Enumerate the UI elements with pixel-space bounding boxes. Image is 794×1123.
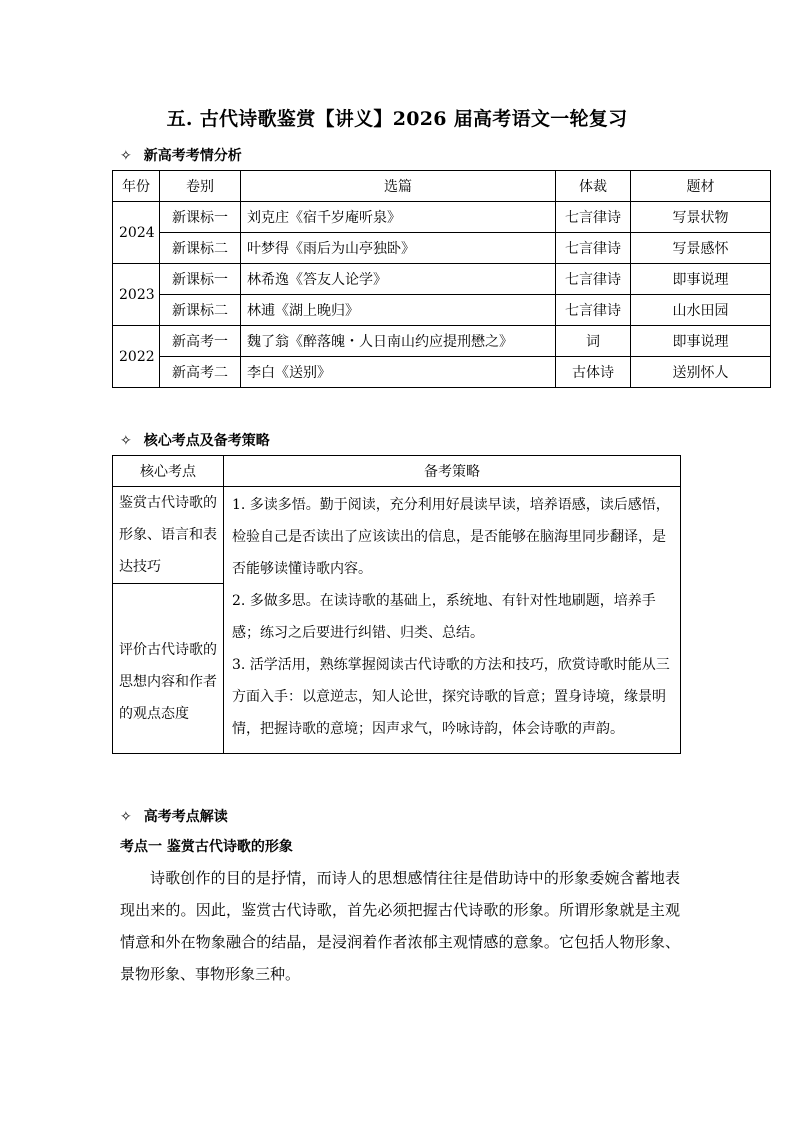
exam-analysis-table xyxy=(112,170,771,388)
paper-cell: 新课标一 xyxy=(160,264,241,295)
section-heading-text: 新高考考情分析 xyxy=(143,148,242,164)
table-row xyxy=(113,326,771,357)
section-heading-text: 高考考点解读 xyxy=(143,809,228,825)
genre-cell: 七言律诗 xyxy=(556,264,631,295)
genre-cell: 古体诗 xyxy=(556,357,631,388)
section-heading-text: 核心考点及备考策略 xyxy=(143,433,270,449)
section-heading-exam-analysis xyxy=(120,145,242,165)
theme-cell: 即事说理 xyxy=(631,326,771,357)
selection-cell: 刘克庄《宿千岁庵听泉》 xyxy=(241,202,556,233)
theme-cell: 送别怀人 xyxy=(631,357,771,388)
header-theme: 题材 xyxy=(631,171,771,202)
header-genre: 体裁 xyxy=(556,171,631,202)
table-row xyxy=(113,487,681,584)
paper-cell: 新课标二 xyxy=(160,295,241,326)
body-paragraph: 诗歌创作的目的是抒情，而诗人的思想感情往往是借助诗中的形象委婉含蓄地表现出来的。因此，鉴赏古代诗歌，首先必须把握古代诗歌的形象。所谓形象就是主观情意和外在物象融合的结晶，是浸润着作者浓郁主观情感的意象。它包括人物形象、景物形象、事物形象三种。 xyxy=(120,869,680,983)
strategy-item: 1. 多读多悟。勤于阅读，充分利用好晨读早读，培养语感，读后感悟，检验自己是否读出了应该读出的信息，是否能够在脑海里同步翻译，是否能够读懂诗歌内容。 xyxy=(232,497,670,577)
theme-cell: 即事说理 xyxy=(631,264,771,295)
selection-cell: 魏了翁《醉落魄・人日南山约应提刑懋之》 xyxy=(241,326,556,357)
header-strategy: 备考策略 xyxy=(224,456,681,487)
diamond-bullet-icon: ✧ xyxy=(120,809,132,825)
header-selection: 选篇 xyxy=(241,171,556,202)
table-header-row xyxy=(113,171,771,202)
header-core-point: 核心考点 xyxy=(113,456,224,487)
diamond-bullet-icon: ✧ xyxy=(120,433,132,449)
genre-cell: 七言律诗 xyxy=(556,295,631,326)
header-year: 年份 xyxy=(113,171,160,202)
page-title: 五. 古代诗歌鉴赏【讲义】2026 届高考语文一轮复习 xyxy=(166,108,628,130)
paper-cell: 新课标一 xyxy=(160,202,241,233)
table-header-row xyxy=(113,456,681,487)
strategy-cell xyxy=(224,487,681,754)
table-row xyxy=(113,295,771,326)
year-cell: 2024 xyxy=(113,202,160,264)
table-row xyxy=(113,233,771,264)
core-points-table xyxy=(112,455,681,754)
selection-cell: 李白《送别》 xyxy=(241,357,556,388)
core-point-cell: 鉴赏古代诗歌的形象、语言和表达技巧 xyxy=(113,487,224,584)
section-heading-core-points xyxy=(120,430,270,450)
theme-cell: 山水田园 xyxy=(631,295,771,326)
core-point-cell: 评价古代诗歌的思想内容和作者的观点态度 xyxy=(113,584,224,754)
strategy-item: 2. 多做多思。在读诗歌的基础上，系统地、有针对性地刷题，培养手感；练习之后要进行纠错、归类、总结。 xyxy=(232,593,656,641)
year-cell: 2023 xyxy=(113,264,160,326)
genre-cell: 词 xyxy=(556,326,631,357)
year-cell: 2022 xyxy=(113,326,160,388)
selection-cell: 叶梦得《雨后为山亭独卧》 xyxy=(241,233,556,264)
strategy-item: 3. 活学活用，熟练掌握阅读古代诗歌的方法和技巧，欣赏诗歌时能从三方面入手：以意逆志，知人论世，探究诗歌的旨意；置身诗境，缘景明情，把握诗歌的意境；因声求气，吟咏诗韵，体会诗歌的声韵。 xyxy=(232,657,670,737)
genre-cell: 七言律诗 xyxy=(556,202,631,233)
paper-cell: 新课标二 xyxy=(160,233,241,264)
selection-cell: 林逋《湖上晚归》 xyxy=(241,295,556,326)
header-paper: 卷别 xyxy=(160,171,241,202)
exam-point-subheading: 考点一 鉴赏古代诗歌的形象 xyxy=(120,839,293,855)
table-row xyxy=(113,202,771,233)
paper-cell: 新高考一 xyxy=(160,326,241,357)
selection-cell: 林希逸《答友人论学》 xyxy=(241,264,556,295)
genre-cell: 七言律诗 xyxy=(556,233,631,264)
diamond-bullet-icon: ✧ xyxy=(120,148,132,164)
table-row xyxy=(113,264,771,295)
theme-cell: 写景感怀 xyxy=(631,233,771,264)
paper-cell: 新高考二 xyxy=(160,357,241,388)
table-row xyxy=(113,357,771,388)
section-heading-exam-points xyxy=(120,806,228,826)
theme-cell: 写景状物 xyxy=(631,202,771,233)
